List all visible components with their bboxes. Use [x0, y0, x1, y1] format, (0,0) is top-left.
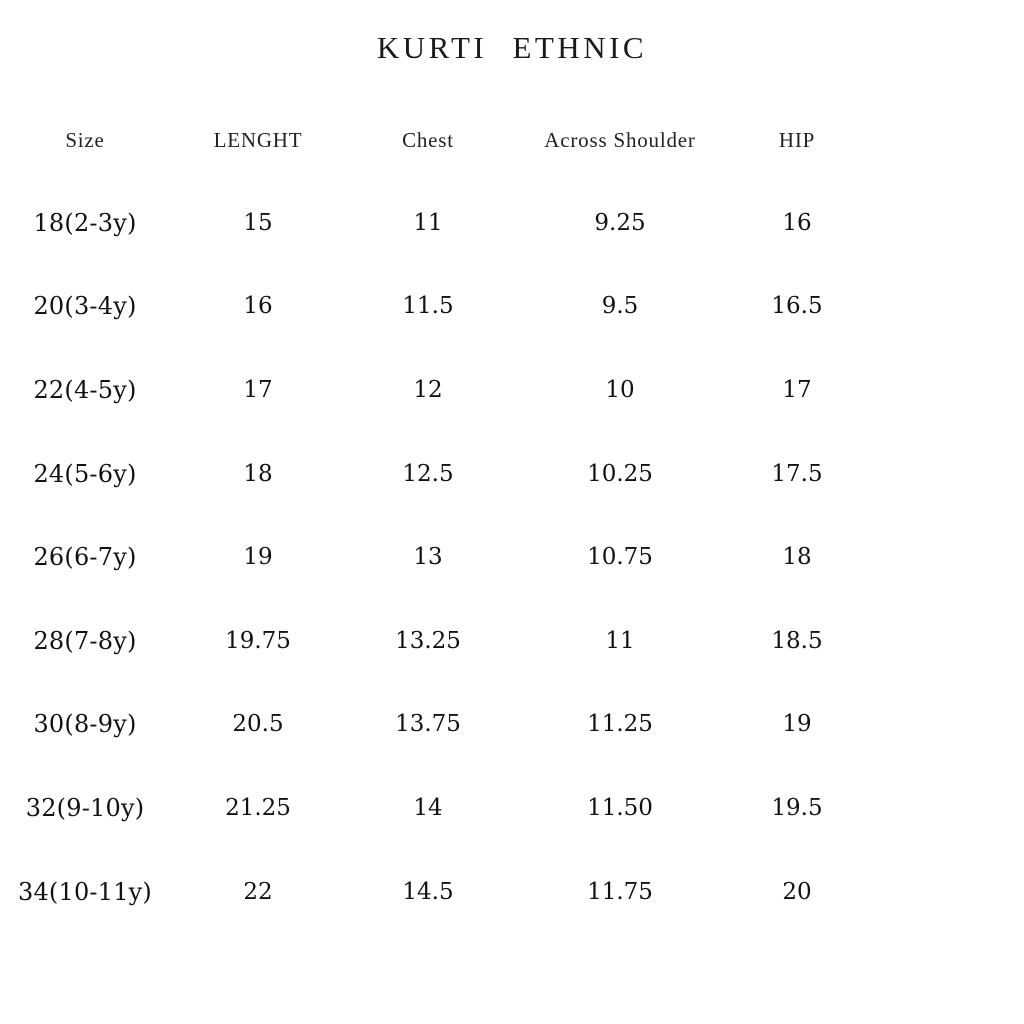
length-cell: 19: [243, 544, 273, 571]
table-row: [0, 766, 1024, 850]
size-cell: 32(9-10y): [25, 793, 145, 822]
table-header-row: [0, 118, 1024, 162]
hip-cell: 19.5: [771, 794, 823, 821]
header-hip: HIP: [778, 127, 816, 152]
length-cell: 15: [243, 209, 273, 236]
length-cell: 19.75: [225, 627, 291, 654]
hip-cell: 19: [782, 711, 812, 738]
length-cell: 22: [243, 878, 273, 905]
table-row: [0, 432, 1024, 516]
across-shoulder-cell: 10.25: [587, 460, 653, 487]
table-row: [0, 683, 1024, 767]
across-shoulder-cell: 11: [605, 627, 635, 654]
chest-cell: 11: [413, 209, 443, 236]
length-cell: 20.5: [232, 711, 284, 738]
table-row: [0, 850, 1024, 934]
size-cell: 26(6-7y): [33, 543, 137, 572]
header-chest: Chest: [402, 127, 454, 152]
chest-cell: 13: [413, 544, 443, 571]
chest-cell: 12: [413, 376, 443, 403]
hip-cell: 17.5: [771, 460, 823, 487]
hip-cell: 18: [782, 544, 812, 571]
chest-cell: 14: [413, 794, 443, 821]
across-shoulder-cell: 9.25: [594, 209, 646, 236]
size-cell: 28(7-8y): [33, 626, 137, 655]
hip-cell: 16.5: [771, 293, 823, 320]
across-shoulder-cell: 9.5: [601, 293, 639, 320]
size-cell: 18(2-3y): [33, 208, 137, 237]
length-cell: 18: [243, 460, 273, 487]
chest-cell: 14.5: [402, 878, 454, 905]
hip-cell: 18.5: [771, 627, 823, 654]
length-cell: 21.25: [225, 794, 291, 821]
length-cell: 17: [243, 376, 273, 403]
chest-cell: 11.5: [402, 293, 454, 320]
table-row: [0, 599, 1024, 683]
header-length: LENGHT: [213, 127, 303, 152]
size-cell: 20(3-4y): [33, 292, 137, 321]
size-cell: 30(8-9y): [33, 710, 137, 739]
hip-cell: 16: [782, 209, 812, 236]
size-cell: 24(5-6y): [33, 459, 137, 488]
chest-cell: 13.25: [395, 627, 461, 654]
table-row: [0, 265, 1024, 349]
across-shoulder-cell: 10: [605, 376, 635, 403]
header-across-shoulder: Across Shoulder: [544, 127, 696, 152]
across-shoulder-cell: 11.50: [587, 794, 653, 821]
page-title: KURTI ETHNIC: [376, 30, 648, 65]
across-shoulder-cell: 10.75: [587, 544, 653, 571]
hip-cell: 17: [782, 376, 812, 403]
chest-cell: 13.75: [395, 711, 461, 738]
size-cell: 22(4-5y): [33, 375, 137, 404]
table-row: [0, 515, 1024, 599]
table-row: [0, 181, 1024, 265]
chest-cell: 12.5: [402, 460, 454, 487]
across-shoulder-cell: 11.25: [587, 711, 653, 738]
size-table: [0, 118, 1024, 933]
across-shoulder-cell: 11.75: [587, 878, 653, 905]
hip-cell: 20: [782, 878, 812, 905]
size-table-body: [0, 181, 1024, 933]
header-size: Size: [65, 127, 105, 152]
size-cell: 34(10-11y): [17, 877, 152, 906]
length-cell: 16: [243, 293, 273, 320]
table-row: [0, 348, 1024, 432]
